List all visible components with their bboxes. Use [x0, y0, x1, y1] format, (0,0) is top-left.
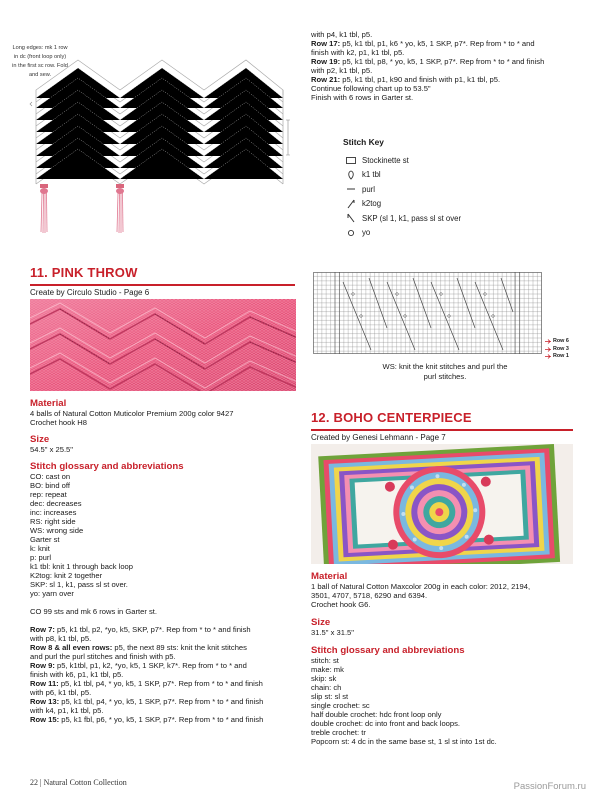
diagram-note: Long edges: mk 1 row in dc (front loop only) in the first sc row. Fold and sew. [12, 45, 68, 78]
size-value: 54.5" x 25.5" [30, 445, 73, 454]
skp-icon [343, 213, 359, 223]
key-row: k1 tbl [343, 168, 461, 183]
text-line: Continue following chart up to 53.5" [311, 84, 431, 93]
key-row: k2tog [343, 197, 461, 212]
row-instruction: Row 8 & all even rows: p5, the next 89 sts: knit the knit stitches [30, 643, 247, 652]
k2tog-icon [343, 199, 359, 209]
glossary-heading: Stitch glossary and abbreviations [30, 461, 184, 472]
glossary-heading: Stitch glossary and abbreviations [311, 645, 465, 656]
text-line: Row 21: p5, k1 tbl, p1, k90 and finish with p1, k1 tbl, p5. [311, 75, 501, 84]
title-rule [311, 429, 573, 431]
row-instruction: Row 9: p5, k1tbl, p1, k2, *yo, k5, 1 SKP, k7*. Rep from * to * and [30, 661, 247, 670]
boho-credit: Created by Genesi Lehmann - Page 7 [311, 433, 446, 442]
row-instruction: with p8, k1 tbl, p5. [30, 634, 92, 643]
tassel-left [40, 184, 48, 233]
size-value: 31.5" x 31.5" [311, 628, 354, 637]
row-instruction: Row 13: p5, k1 tbl, p4, * yo, k5, 1 SKP, p7*. Rep from * to * and finish [30, 697, 264, 706]
text-line: Finish with 6 rows in Garter st. [311, 93, 414, 102]
text-line: with p2, k1 tbl, p5. [311, 66, 373, 75]
size-heading: Size [30, 434, 50, 445]
pink-throw-title: 11. PINK THROW [30, 265, 138, 280]
purl-icon [343, 185, 359, 193]
pink-throw-body: Material 4 balls of Natural Cotton Muticolor Premium 200g color 9427 Crochet hook H8 Size 54.5" x 25.5" Stitch glossary and abbreviations CO: cast on BO: bind off rep: repeat dec: decreases inc: increases RS: right side WS: wrong side Garter st k: knit p: purl k1 tbl: knit 1 through back loop K2tog: knit 2 together SKP: sl 1, k1, pass sl st over. yo: yarn over CO 99 sts and mk 6 rows in Garter st. Row 7: p5, k1 tbl, p2, *yo, k5, SKP, p7*. Rep from * to * and finish with p8, k1 tbl, p5. Row 8 & all even rows: p5, the next 89 sts: knit the knit stitches and purl the purl stitches and finish with p5. Row 9: p5, k1tbl, p1, k2, *yo, k5, 1 SKP, k7*. Rep from * to * and finish with k6, p1, k1 tbl, p5. Row 11: p5, k1 tbl, p4, * yo, k5, 1 SKP, p7*. Rep from * to * and finish with p6, k1 tbl, p5. Row 13: p5, k1 tbl, p4, * yo, k5, 1 SKP, p7*. Rep from * to * and finish with k4, p1, k1 tbl, p5. Row 15: p5, k1 fbl, p6, * yo, k5, 1 SKP, p7*. Rep from * to * and finish [30, 398, 296, 724]
stitch-key-title: Stitch Key [343, 137, 384, 147]
knitting-chart [313, 272, 543, 357]
tassel-middle [116, 184, 124, 233]
pink-throw-photo [30, 299, 296, 391]
boho-title: 12. BOHO CENTERPIECE [311, 410, 472, 425]
material-heading: Material [30, 398, 67, 409]
k1-tbl-icon [343, 170, 359, 180]
text-line: with p4, k1 tbl, p5. [311, 30, 373, 39]
yo-icon [343, 229, 359, 237]
pattern-continuation [311, 30, 575, 102]
key-row: Stockinette st [343, 153, 461, 168]
key-row: SKP (sl 1, k1, pass sl st over [343, 211, 461, 226]
cast-on-instruction: CO 99 sts and mk 6 rows in Garter st. [30, 607, 158, 616]
row-instruction: with p6, k1 tbl, p5. [30, 688, 92, 697]
row-instruction: Row 11: p5, k1 tbl, p4, * yo, k5, 1 SKP, p7*. Rep from * to * and finish [30, 679, 263, 688]
row-instruction: with k4, p1, k1 tbl, p5. [30, 706, 104, 715]
text-line: Row 19: p5, k1 tbl, p8, * yo, k5, 1 SKP, p7*. Rep from * to * and finish [311, 57, 545, 66]
row-instruction: Row 7: p5, k1 tbl, p2, *yo, k5, SKP, p7*. Rep from * to * and finish [30, 625, 251, 634]
text-line: Row 17: p5, k1 tbl, p1, k6 * yo, k5, 1 SKP, p7*. Rep from * to * and [311, 39, 535, 48]
boho-body: Material 1 ball of Natural Cotton Maxcolor 200g in each color: 2012, 2194, 3501, 4707, 5718, 6290 and 6394. Crochet hook G6. Size 31.5" x 31.5" Stitch glossary and abbreviations stitch: st make: mk skip: sk chain: ch slip st: sl st single crochet: sc half double crochet: hdc front loop only double crochet: dc into front and back loops. treble crochet: tr Popcorn st: 4 dc in the same base st, 1 sl st into 1st dc. [311, 571, 573, 746]
stitch-key [343, 138, 461, 240]
chart-caption: WS: knit the knit stitches and purl the purl stitches. [382, 362, 508, 381]
page-footer: 22 | Natural Cotton Collection [30, 778, 127, 787]
chart-row-labels: Row 6 Row 3 Row 1 [545, 338, 569, 361]
row-instruction: Row 15: p5, k1 fbl, p6, * yo, k5, 1 SKP, p7*. Rep from * to * and finish [30, 715, 264, 724]
stockinette-icon [343, 157, 359, 164]
watermark: PassionForum.ru [513, 781, 586, 792]
title-rule [30, 284, 295, 286]
key-row: purl [343, 182, 461, 197]
text-line: finish with k2, p1, k1 tbl, p5. [311, 48, 405, 57]
pink-throw-credit: Create by Circulo Studio - Page 6 [30, 288, 150, 297]
throw-schematic [28, 40, 293, 240]
boho-photo [311, 444, 573, 564]
material-heading: Material [311, 571, 348, 582]
key-row: yo [343, 226, 461, 241]
size-heading: Size [311, 617, 331, 628]
row-instruction: finish with k6, p1, k1 tbl, p5. [30, 670, 124, 679]
row-instruction: and purl the purl stitches and finish with p5. [30, 652, 176, 661]
